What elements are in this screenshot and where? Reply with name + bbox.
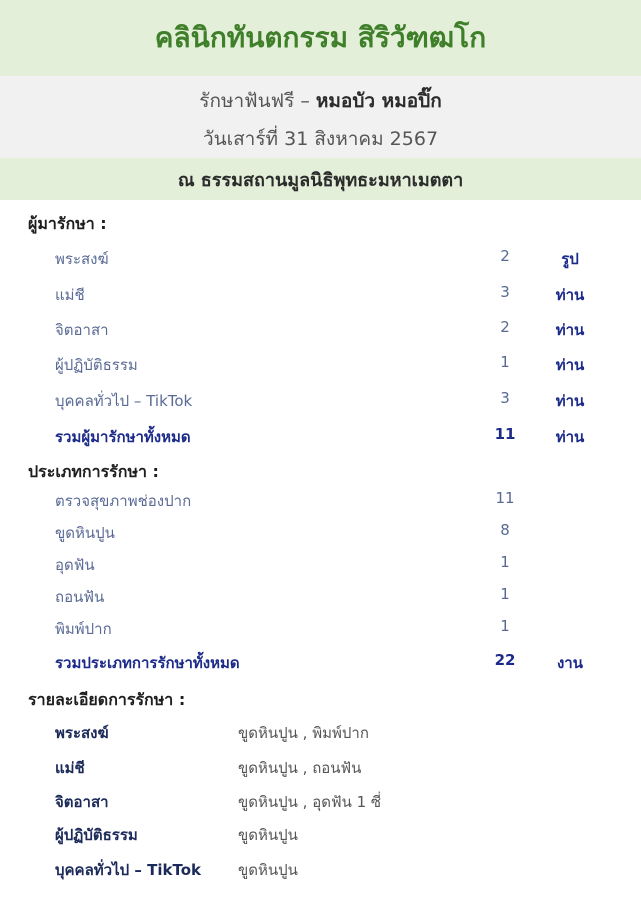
- treatment-count: 11: [495, 489, 515, 507]
- treatment-total-row: [0, 651, 641, 675]
- detail-row: [0, 721, 641, 745]
- treatments-heading: ประเภทการรักษา :: [28, 462, 159, 481]
- detail-label: จิตอาสา: [55, 793, 109, 811]
- treatment-row: [0, 489, 641, 513]
- clinic-title: คลินิกทันตกรรม สิริวัฑฒโก: [154, 21, 487, 54]
- patient-total-unit: ท่าน: [555, 428, 585, 446]
- detail-row: [0, 790, 641, 814]
- treatment-label: พิมพ์ปาก: [55, 620, 112, 638]
- detail-value: ขูดหินปูน: [238, 826, 298, 844]
- detail-label: แม่ชี: [55, 759, 85, 777]
- patient-count: 2: [500, 318, 510, 336]
- doctor-names: หมอบัว หมอปิ๊ก: [315, 90, 442, 112]
- patients-heading: ผู้มารักษา :: [28, 214, 107, 233]
- patient-row: [0, 247, 641, 271]
- subtitle-prefix: รักษาฟันฟรี –: [199, 90, 316, 112]
- treatment-row: [0, 585, 641, 609]
- patient-total-count: 11: [494, 425, 516, 443]
- treatment-count: 1: [500, 617, 510, 635]
- detail-value: ขูดหินปูน , อุดฟัน 1 ซี่: [238, 793, 382, 811]
- treatment-label: อุดฟัน: [55, 556, 95, 574]
- treatment-row: [0, 521, 641, 545]
- detail-row: [0, 858, 641, 882]
- detail-value: ขูดหินปูน: [238, 861, 298, 879]
- patient-label: ผู้ปฏิบัติธรรม: [55, 356, 138, 374]
- patient-row: [0, 283, 641, 307]
- patient-unit: ท่าน: [555, 321, 585, 339]
- details-heading: รายละเอียดการรักษา :: [28, 690, 186, 709]
- treatment-count: 1: [500, 585, 510, 603]
- location-text: ณ ธรรมสถานมูลนิธิพุทธะมหาเมตตา: [177, 169, 464, 191]
- patient-row: [0, 318, 641, 342]
- detail-label: พระสงฆ์: [55, 724, 109, 742]
- treatment-total-unit: งาน: [556, 654, 583, 672]
- treatment-total-count: 22: [494, 651, 516, 669]
- patient-row: [0, 389, 641, 413]
- location-banner: [0, 158, 641, 200]
- treatment-label: ขูดหินปูน: [55, 524, 115, 542]
- treatment-label: ตรวจสุขภาพช่องปาก: [55, 492, 192, 510]
- patient-unit: รูป: [561, 250, 579, 268]
- patient-count: 3: [500, 389, 510, 407]
- detail-label: บุคคลทั่วไป – TikTok: [55, 861, 201, 879]
- subtitle: [0, 86, 641, 116]
- treatment-label: ถอนฟัน: [55, 588, 105, 606]
- detail-value: ขูดหินปูน , พิมพ์ปาก: [238, 724, 369, 742]
- detail-label: ผู้ปฏิบัติธรรม: [55, 826, 138, 844]
- patient-unit: ท่าน: [555, 286, 585, 304]
- patient-count: 3: [500, 283, 510, 301]
- patient-unit: ท่าน: [555, 356, 585, 374]
- patient-total-label: รวมผู้มารักษาทั้งหมด: [55, 428, 191, 446]
- patient-label: จิตอาสา: [55, 321, 109, 339]
- patient-total-row: [0, 425, 641, 449]
- patient-label: แม่ชี: [55, 286, 85, 304]
- patient-label: บุคคลทั่วไป – TikTok: [55, 392, 193, 410]
- treatment-count: 8: [500, 521, 510, 539]
- treatment-row: [0, 617, 641, 641]
- patient-unit: ท่าน: [555, 392, 585, 410]
- patient-row: [0, 353, 641, 377]
- patient-count: 2: [500, 247, 510, 265]
- detail-row: [0, 823, 641, 847]
- event-date: วันเสาร์ที่ 31 สิงหาคม 2567: [202, 128, 439, 150]
- detail-value: ขูดหินปูน , ถอนฟัน: [238, 759, 362, 777]
- treatment-total-label: รวมประเภทการรักษาทั้งหมด: [55, 654, 240, 672]
- treatment-count: 1: [500, 553, 510, 571]
- subtitle-banner: [0, 76, 641, 158]
- patient-count: 1: [500, 353, 510, 371]
- patient-label: พระสงฆ์: [55, 250, 109, 268]
- title-banner: [0, 0, 641, 76]
- detail-row: [0, 756, 641, 780]
- treatment-row: [0, 553, 641, 577]
